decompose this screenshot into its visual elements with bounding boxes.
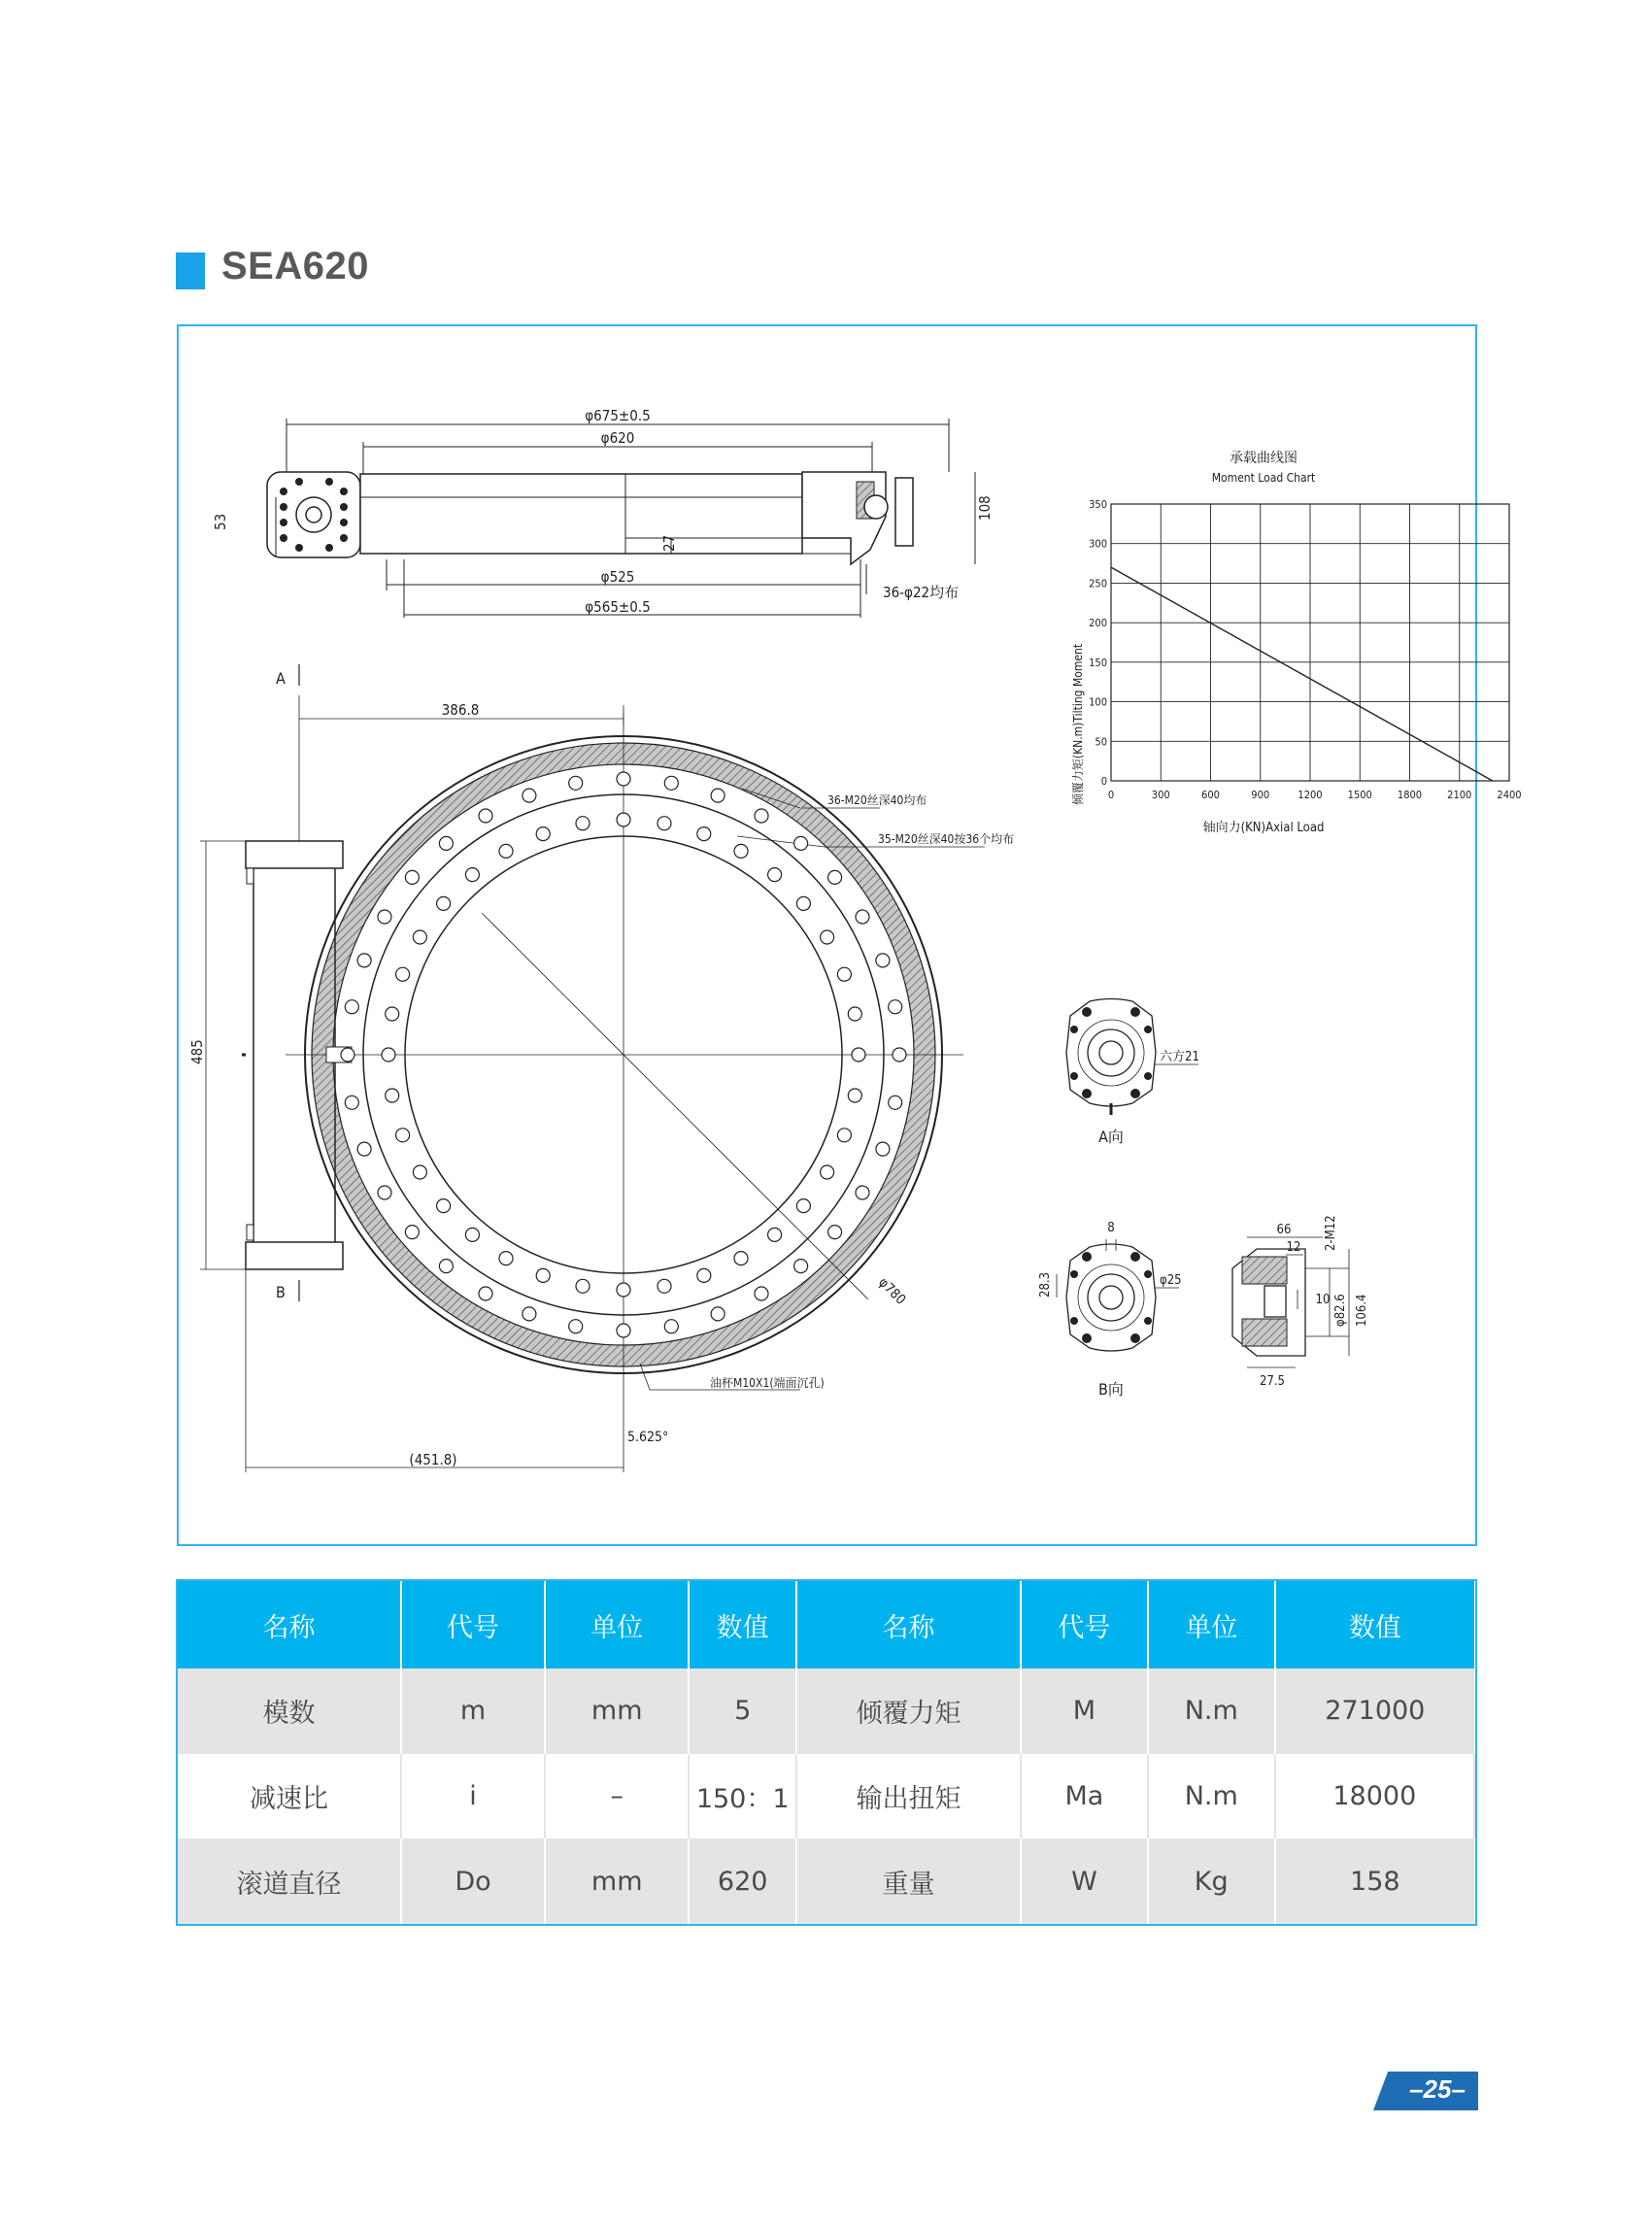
inner-bolt-hole — [697, 1268, 711, 1282]
view-b-label: B向 — [1098, 1380, 1124, 1399]
spec-table — [178, 1581, 1475, 1924]
outer-bolt-hole — [617, 772, 630, 786]
inner-bolt-hole — [848, 1007, 861, 1021]
chart-x-ticks — [1108, 789, 1522, 801]
inner-bolt-hole — [768, 1228, 782, 1241]
inner-bolt-hole — [437, 1199, 451, 1213]
chart-x-tick-label: 1500 — [1347, 789, 1372, 801]
inner-bolt-hole — [796, 896, 810, 910]
inner-bolt-hole — [837, 1129, 851, 1142]
spec-table-container — [176, 1579, 1477, 1926]
outer-bolt-hole — [889, 1096, 902, 1109]
header-cell: 代号 — [401, 1581, 545, 1669]
inner-bolt-hole — [734, 1252, 748, 1265]
table-cell: Ma — [1021, 1754, 1148, 1839]
outer-bolt-hole — [523, 789, 536, 802]
header-cell: 数值 — [1275, 1581, 1474, 1669]
inner-bolt-hole — [734, 844, 748, 858]
inner-bolt-hole — [617, 1283, 630, 1297]
outer-bolt-hole — [479, 809, 492, 823]
section-dim-12: 12 — [1286, 1240, 1301, 1255]
dim-4518: (451.8) — [409, 1451, 457, 1468]
outer-bolt-hole — [856, 910, 869, 924]
inner-bolt-hole — [821, 930, 834, 944]
chart-y-tick-label: 250 — [1089, 577, 1107, 590]
view-b-dim-d25: φ25 — [1160, 1273, 1182, 1288]
technical-drawing — [179, 326, 1522, 1544]
inner-bolt-hole — [536, 827, 550, 841]
outer-bolt-hole — [755, 1287, 768, 1300]
top-side-view — [267, 419, 975, 618]
outer-bolt-hole — [439, 1260, 453, 1273]
inner-bolt-hole — [576, 817, 590, 830]
chart-y-tick-label: 0 — [1100, 775, 1107, 788]
inner-bolt-hole — [396, 967, 410, 981]
inner-bolt-hole — [413, 1165, 426, 1179]
inner-bolt-hole — [848, 1089, 861, 1102]
table-cell: m — [401, 1669, 545, 1754]
section-dim-m12: 2-M12 — [1324, 1215, 1338, 1251]
chart-x-tick-label: 600 — [1201, 789, 1220, 801]
chart-ylabel: 倾覆力矩(KN.m)Tilting Moment — [1071, 643, 1085, 806]
table-cell: 减速比 — [178, 1754, 401, 1839]
inner-bolt-hole — [837, 967, 851, 981]
table-cell: 158 — [1275, 1838, 1474, 1924]
chart-xlabel: 轴向力(KN)Axial Load — [1202, 821, 1325, 835]
view-b — [1057, 1239, 1179, 1351]
chart-y-tick-label: 150 — [1089, 656, 1107, 669]
table-cell: 输出扭矩 — [796, 1754, 1021, 1839]
dim-485: 485 — [188, 1039, 206, 1064]
chart-y-tick-label: 200 — [1089, 617, 1107, 630]
outer-bolt-hole — [523, 1307, 536, 1321]
table-cell: – — [545, 1754, 689, 1839]
outer-bolt-hole — [378, 910, 391, 924]
chart-series-line — [1111, 567, 1493, 781]
view-b-dim-8: 8 — [1107, 1221, 1115, 1235]
outer-bolt-hole — [345, 1096, 358, 1109]
table-cell: 620 — [689, 1838, 796, 1924]
outer-bolt-hole — [828, 1226, 842, 1239]
inner-bolt-hole — [796, 1199, 810, 1213]
inner-bolt-hole — [382, 1048, 395, 1062]
header-cell: 名称 — [796, 1581, 1021, 1669]
chart-x-tick-label: 900 — [1251, 789, 1270, 801]
outer-bolt-hole — [794, 1260, 808, 1273]
dim-inner-diameter: φ620 — [600, 429, 635, 447]
outer-bolt-hole — [378, 1186, 391, 1199]
chart-subtitle: Moment Load Chart — [1211, 471, 1316, 485]
section-dim-275: 27.5 — [1259, 1374, 1286, 1389]
table-row — [178, 1838, 1474, 1924]
inner-bolt-hole — [852, 1048, 865, 1062]
table-cell: 271000 — [1275, 1669, 1474, 1754]
chart-title: 承载曲线图 — [1230, 451, 1298, 466]
outer-bolt-hole — [711, 1307, 725, 1321]
view-b-dim-283: 28.3 — [1038, 1271, 1053, 1298]
arrow-b-label: B — [276, 1283, 286, 1301]
outer-bolt-hole — [569, 1320, 583, 1333]
outer-bolt-hole — [755, 809, 768, 823]
dim-108: 108 — [976, 495, 994, 521]
inner-bolt-hole — [657, 817, 671, 830]
section-view — [1232, 1237, 1349, 1367]
outer-bolt-hole — [664, 1320, 678, 1333]
outer-bolt-hole — [664, 776, 678, 790]
chart-y-ticks — [1089, 498, 1107, 788]
table-row — [178, 1669, 1474, 1754]
page-number: –25– — [1409, 2074, 1466, 2104]
dim-525: φ525 — [600, 568, 635, 586]
outer-bolt-hole — [439, 836, 453, 850]
dim-27: 27 — [660, 534, 678, 552]
table-cell: 滚道直径 — [178, 1838, 401, 1924]
outer-bolt-hole — [357, 954, 371, 967]
table-cell: i — [401, 1754, 545, 1839]
table-row — [178, 1754, 1474, 1839]
label-oil-cup: 油杯M10X1(端面沉孔) — [710, 1376, 825, 1390]
chart-x-tick-label: 2400 — [1497, 789, 1522, 801]
table-cell: W — [1021, 1838, 1148, 1924]
inner-bolt-hole — [768, 868, 782, 882]
table-cell: mm — [545, 1838, 689, 1924]
arrow-a-label: A — [276, 669, 286, 688]
drawing-frame — [177, 324, 1522, 1546]
outer-bolt-hole — [405, 1226, 419, 1239]
table-cell: Do — [401, 1838, 545, 1924]
inner-bolt-hole — [396, 1129, 410, 1142]
label-d780: φ780 — [875, 1274, 909, 1308]
dim-outer-diameter: φ675±0.5 — [585, 407, 651, 424]
inner-bolt-hole — [386, 1089, 399, 1102]
table-cell: mm — [545, 1669, 689, 1754]
inner-bolt-hole — [499, 1252, 513, 1265]
inner-bolt-hole — [499, 844, 513, 858]
chart-x-tick-label: 0 — [1107, 789, 1115, 801]
label-m20-35: 35-M20丝深40按36个均布 — [878, 832, 1015, 846]
inner-bolt-hole — [617, 813, 630, 826]
inner-bolt-hole — [386, 1007, 399, 1021]
inner-bolt-hole — [413, 930, 426, 944]
table-cell: 倾覆力矩 — [796, 1669, 1021, 1754]
table-cell: 模数 — [178, 1669, 401, 1754]
inner-bolt-hole — [437, 896, 451, 910]
outer-bolt-hole — [711, 789, 725, 802]
table-cell: 5 — [689, 1669, 796, 1754]
chart-y-tick-label: 350 — [1089, 498, 1107, 511]
outer-bolt-hole — [794, 836, 808, 850]
label-m20-36: 36-M20丝深40均布 — [827, 793, 927, 807]
table-cell: N.m — [1148, 1754, 1275, 1839]
outer-bolt-hole — [569, 776, 583, 790]
outer-bolt-hole — [876, 1142, 890, 1156]
chart-x-tick-label: 300 — [1151, 789, 1170, 801]
inner-bolt-hole — [657, 1279, 671, 1293]
chart-y-tick-label: 100 — [1089, 695, 1107, 709]
table-cell: 重量 — [796, 1838, 1021, 1924]
outer-bolt-hole — [889, 1000, 902, 1014]
section-dim-1064: 106.4 — [1355, 1294, 1369, 1327]
page-title: SEA620 — [221, 245, 369, 287]
front-view — [200, 664, 985, 1472]
label-angle: 5.625° — [627, 1430, 669, 1445]
outer-bolt-hole — [345, 1000, 358, 1014]
title-marker — [176, 253, 205, 289]
table-cell: 18000 — [1275, 1754, 1474, 1839]
outer-bolt-hole — [405, 870, 419, 884]
outer-bolt-hole — [828, 870, 842, 884]
table-cell: Kg — [1148, 1838, 1275, 1924]
table-cell: M — [1021, 1669, 1148, 1754]
section-dim-66: 66 — [1276, 1223, 1292, 1237]
inner-bolt-hole — [465, 868, 479, 882]
inner-bolt-hole — [576, 1279, 590, 1293]
dim-53: 53 — [212, 513, 229, 530]
outer-bolt-hole — [357, 1142, 371, 1156]
chart-x-tick-label: 2100 — [1447, 789, 1472, 801]
section-dim-10: 10 — [1315, 1293, 1331, 1307]
chart-y-tick-label: 300 — [1089, 537, 1107, 551]
header-cell: 单位 — [1148, 1581, 1275, 1669]
chart-x-tick-label: 1200 — [1298, 789, 1323, 801]
section-dim-826: φ82.6 — [1333, 1294, 1348, 1327]
outer-bolt-hole — [876, 954, 890, 967]
outer-bolt-hole — [479, 1287, 492, 1300]
outer-bolt-hole — [341, 1048, 354, 1062]
dim-3868: 386.8 — [441, 701, 480, 719]
outer-bolt-hole — [617, 1324, 630, 1337]
header-cell: 数值 — [689, 1581, 796, 1669]
table-cell: 150：1 — [689, 1754, 796, 1839]
view-a-label: A向 — [1098, 1128, 1124, 1146]
outer-bolt-hole — [893, 1048, 906, 1062]
inner-bolt-hole — [697, 827, 711, 841]
inner-bolt-hole — [536, 1268, 550, 1282]
header-cell: 名称 — [178, 1581, 401, 1669]
dim-565: φ565±0.5 — [585, 598, 651, 616]
inner-bolt-hole — [821, 1165, 834, 1179]
chart-grid — [1111, 504, 1509, 781]
outer-bolt-hole — [856, 1186, 869, 1199]
moment-load-chart — [1070, 450, 1522, 835]
table-header-row — [178, 1581, 1474, 1669]
chart-x-tick-label: 1800 — [1397, 789, 1423, 801]
header-cell: 代号 — [1021, 1581, 1148, 1669]
dim-holes: 36-φ22均布 — [883, 584, 960, 601]
chart-y-tick-label: 50 — [1095, 735, 1107, 749]
table-cell: N.m — [1148, 1669, 1275, 1754]
header-cell: 单位 — [545, 1581, 689, 1669]
inner-bolt-hole — [465, 1228, 479, 1241]
view-a-hex: 六方21 — [1160, 1050, 1199, 1064]
